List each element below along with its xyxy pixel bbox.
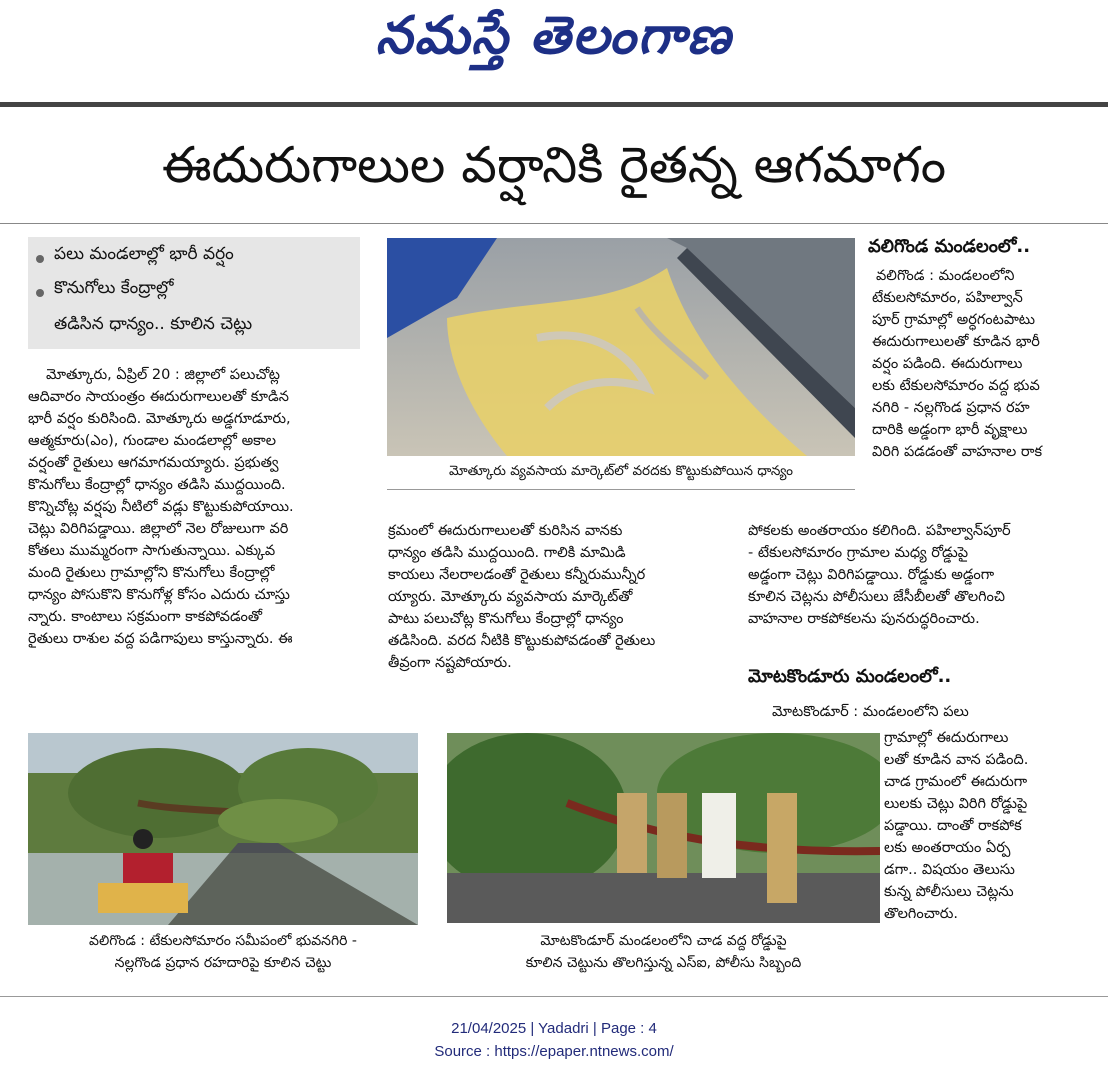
caption-line: మోటకొండూర్ మండలంలోని చాడ వద్ద రోడ్డుపై [540, 933, 787, 949]
story-line: లకు టేకులసోమారం వద్ద భువ [872, 378, 1040, 394]
bullet-icon [36, 255, 44, 263]
valigonda-continuation [748, 520, 1080, 630]
main-story-column [28, 364, 362, 650]
story-line: ధాన్యం పోసుకొని కొనుగోళ్ల కోసం ఎదురు చూస్తు [28, 587, 290, 603]
story-line: మంది రైతులు గ్రామాల్లోని కొనుగోలు కేంద్రాల్లో [28, 565, 275, 581]
story-line: కొన్నిచోట్ల వర్షపు నీటిలో వడ్లు కొట్టుకుపోయాయి. [28, 499, 294, 515]
story-line: తొలగించారు. [884, 906, 958, 922]
story-line: పూర్ గ్రామాల్లో అర్ధగంటపాటు [872, 312, 1035, 328]
caption-line: నల్లగొండ ప్రధాన రహదారిపై కూలిన చెట్టు [114, 955, 332, 971]
caption-line: కూలిన చెట్టును తొలగిస్తున్న ఎస్ఐ, పోలీసు సిబ్బంది [525, 955, 802, 971]
story-line: వలిగొండ : మండలంలోని [876, 268, 1015, 284]
story-line: వర్షంతో రైతులు ఆగమాగమయ్యారు. ప్రభుత్వ [28, 455, 279, 471]
story-line: రైతులు రాశుల వద్ద పడిగాపులు కాస్తున్నారు. ఈ [28, 631, 293, 647]
story-line: వర్షం పడింది. ఈదురుగాలు [872, 356, 1023, 372]
story-line: విరిగి పడడంతో వాహనాల రాక [872, 444, 1043, 460]
story-line: వాహనాల రాకపోకలను పునరుద్ధరించారు. [748, 611, 980, 627]
story-line: లకు అంతరాయం ఏర్ప [884, 840, 1011, 856]
story-line: తడిసింది. వరద నీటికి కొట్టుకుపోవడంతో రైతులు [388, 633, 656, 649]
story-line: య్యారు. మోత్కూరు వ్యవసాయ మార్కెట్‌తో [388, 589, 633, 605]
police-clearing-photo [447, 733, 880, 923]
story-line: పాటు పలుచోట్ల కొనుగోలు కేంద్రాల్లో ధాన్యం [388, 611, 624, 627]
story-line: న్నారు. కాంటాలు సక్రమంగా కాకపోవడంతో [28, 609, 263, 625]
story-line: - టేకులసోమారం గ్రామాల మధ్య రోడ్డుపై [748, 545, 969, 561]
story-line: ఆదివారం సాయంత్రం ఈదురుగాలులతో కూడిన [28, 389, 289, 405]
story-line: కొనుగోలు కేంద్రాల్లో ధాన్యం తడిసి ముద్దయింది. [28, 477, 286, 493]
story-line: ఆత్మకూరు(ఎం), గుండాల మండలాల్లో అకాల [28, 433, 277, 449]
caption-line: వలిగొండ : టేకులసోమారం సమీపంలో భువనగిరి - [89, 933, 357, 949]
story-line: ఈదురుగాలులతో కూడిన భారీ [872, 334, 1040, 350]
story-line: లతో కూడిన వాన పడింది. [884, 752, 1029, 768]
story-line: దారికి అడ్డంగా భారీ వృక్షాలు [872, 422, 1028, 438]
story-line: తీవ్రంగా నష్టపోయారు. [388, 655, 512, 671]
valigonda-column [872, 265, 1080, 463]
police-caption [447, 930, 880, 974]
highlight-item: తడిసిన ధాన్యం.. కూలిన చెట్లు [54, 314, 253, 334]
caption-rule [387, 489, 855, 490]
story-line: అడ్డంగా చెట్లు విరిగిపడ్డాయి. రోడ్డుకు అడ్డంగా [748, 567, 995, 583]
fallen-tree-photo [28, 733, 418, 925]
story-line: గ్రామాల్లో ఈదురుగాలు [884, 730, 1009, 746]
main-story-continuation [388, 520, 728, 674]
headline-rule [0, 223, 1108, 224]
story-line: కోతలు ముమ్మరంగా సాగుతున్నాయి. ఎక్కువ [28, 543, 276, 559]
story-line: డగా.. విషయం తెలుసు [884, 862, 1015, 878]
highlights-box [28, 237, 360, 349]
edition-info: 21/04/2025 | Yadadri | Page : 4 [451, 1020, 657, 1037]
story-line: కున్న పోలీసులు చెట్లను [884, 884, 1014, 900]
story-line: లులకు చెట్లు విరిగి రోడ్డుపై [884, 796, 1028, 812]
motakondur-column [884, 727, 1080, 925]
story-line: నగిరి - నల్లగొండ ప్రధాన రహ [872, 400, 1030, 416]
story-line: క్రమంలో ఈదురుగాలులతో కురిసిన వానకు [388, 523, 623, 539]
market-photo [387, 238, 855, 456]
headline: ఈదురుగాలుల వర్షానికి రైతన్న ఆగమాగం [161, 136, 947, 194]
story-line: చాడ గ్రామంలో ఈదురుగా [884, 774, 1028, 790]
motakondur-lead: మోటకొండూర్ : మండలంలోని పలు [772, 704, 969, 720]
newspaper-logo: నమస్తే తెలంగాణ [375, 6, 733, 66]
story-line: మోత్కూరు, ఏప్రిల్ 20 : జిల్లాలో పలుచోట్ల [46, 367, 280, 383]
story-line: కాయలు నేలరాలడంతో రైతులు కన్నీరుమున్నీర [388, 567, 646, 583]
footer-rule [0, 996, 1108, 997]
story-line: టేకులసోమారం, పహిల్వాన్ [872, 290, 1023, 306]
story-line: భారీ వర్షం కురిసింది. మోత్కూరు అడ్డగూడూరు, [28, 411, 291, 427]
masthead-rule [0, 102, 1108, 107]
bullet-icon [36, 289, 44, 297]
market-photo-caption: మోత్కూరు వ్యవసాయ మార్కెట్‌లో వరదకు కొట్టుకుపోయిన ధాన్యం [449, 463, 793, 479]
story-line: పడ్డాయి. దాంతో రాకపోక [884, 818, 1022, 834]
highlight-item: కొనుగోలు కేంద్రాల్లో [54, 278, 174, 298]
masthead [0, 0, 1108, 80]
fallen-tree-caption [28, 930, 418, 974]
motakondur-heading: మోటకొండూరు మండలంలో.. [748, 666, 952, 687]
story-line: పోకలకు అంతరాయం కలిగింది. పహిల్వాన్‌పూర్ [748, 523, 1011, 539]
story-line: కూలిన చెట్లను పోలీసులు జేసీబీలతో తొలగించి [748, 589, 1006, 605]
valigonda-heading: వలిగొండ మండలంలో.. [868, 236, 1031, 257]
highlight-item: పలు మండలాల్లో భారీ వర్షం [54, 244, 234, 264]
story-line: ధాన్యం తడిసి ముద్దయింది. గాలికి మామిడి [388, 545, 626, 561]
story-line: చెట్లు విరిగిపడ్డాయి. జిల్లాలో నెల రోజులుగా వరి [28, 521, 289, 537]
source-link[interactable]: Source : https://epaper.ntnews.com/ [434, 1043, 674, 1060]
